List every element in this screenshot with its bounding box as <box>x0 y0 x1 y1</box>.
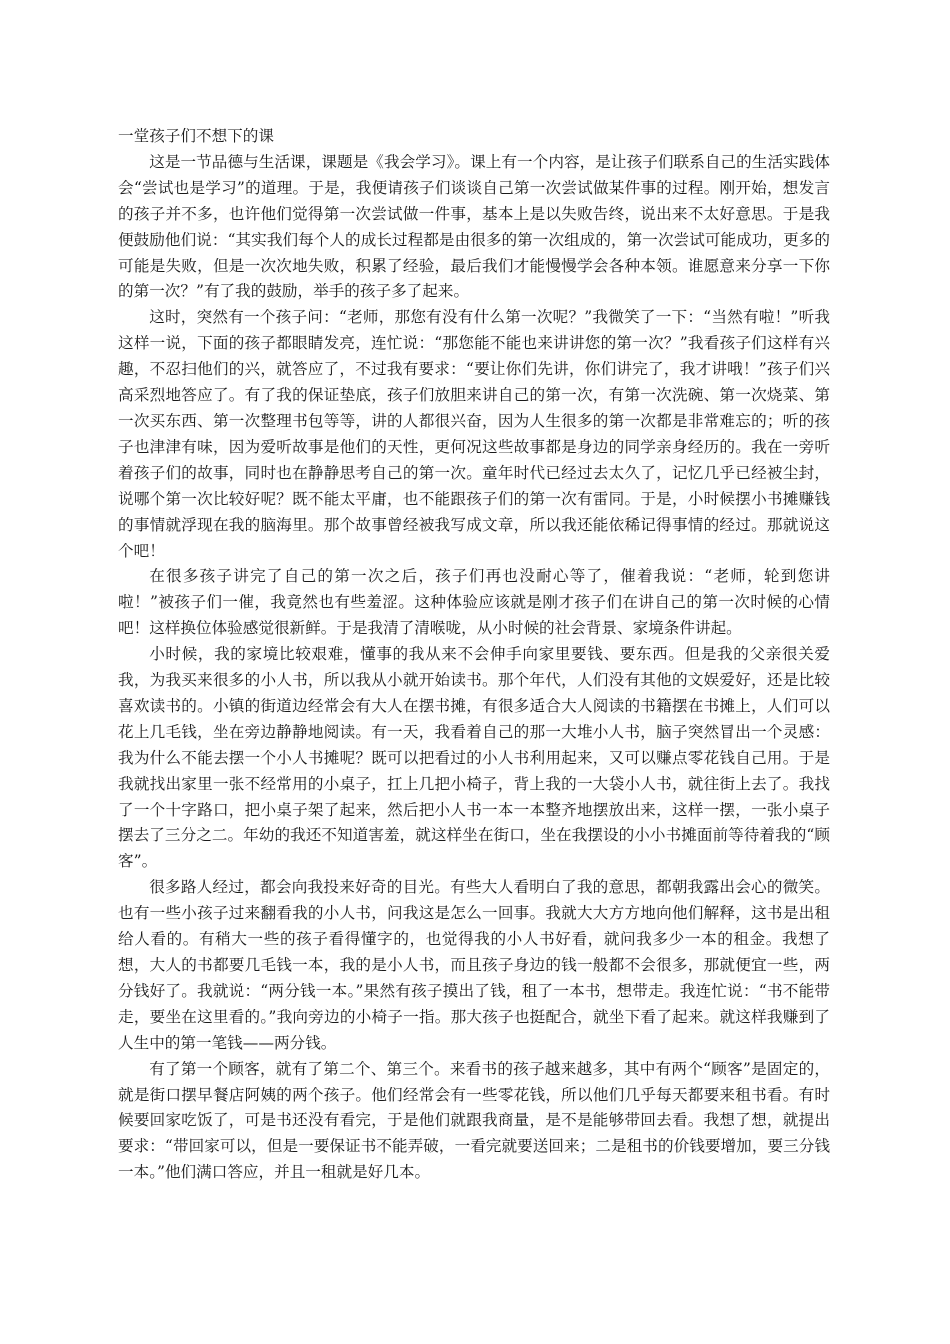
paragraph-4: 小时候，我的家境比较艰难，懂事的我从来不会伸手向家里要钱、要东西。但是我的父亲很关爱我，为我买来很多的小人书，所以我从小就开始读书。那个年代，人们没有其他的文娱爱好，还是比较喜欢读书的。小镇的街道边经常会有大人在摆书摊，有很多适合大人阅读的书籍摆在书摊上，人们可以花上几毛钱，坐在旁边静静地阅读。有一天，我看着自己的那一大堆小人书，脑子突然冒出一个灵感：我为什么不能去摆一个小人书摊呢？既可以把看过的小人书利用起来，又可以赚点零花钱自己用。于是我就找出家里一张不经常用的小桌子，扛上几把小椅子，背上我的一大袋小人书，就往街上去了。我找了一个十字路口，把小桌子架了起来，然后把小人书一本一本整齐地摆放出来，这样一摆，一张小桌子摆去了三分之二。年幼的我还不知道害羞，就这样坐在街口，坐在我摆设的小小书摊面前等待着我的“顾客”。 <box>118 645 830 871</box>
document-title: 一堂孩子们不想下的课 <box>118 127 274 145</box>
paragraph-5: 很多路人经过，都会向我投来好奇的目光。有些大人看明白了我的意思，都朝我露出会心的微笑。也有一些小孩子过来翻看我的小人书，问我这是怎么一回事。我就大大方方地向他们解释，这书是出租给人看的。有稍大一些的孩子看得懂字的，也觉得我的小人书好看，就问我多少一本的租金。我想了想，大人的书都要几毛钱一本，我的是小人书，而且孩子身边的钱一般都不会很多，那就便宜一些，两分钱好了。我就说：“两分钱一本。”果然有孩子摸出了钱，租了一本书，想带走。我连忙说：“书不能带走，要坐在这里看的。”我向旁边的小椅子一指。那大孩子也挺配合，就坐下看了起来。就这样我赚到了人生中的第一笔钱——两分钱。 <box>118 878 830 1052</box>
paragraph-2: 这时，突然有一个孩子问：“老师，那您有没有什么第一次呢？”我微笑了一下：“当然有啦！”听我这样一说，下面的孩子都眼睛发亮，连忙说：“那您能不能也来讲讲您的第一次？”我看孩子们这样有兴趣，不忍扫他们的兴，就答应了，不过我有要求：“要让你们先讲，你们讲完了，我才讲哦！”孩子们兴高采烈地答应了。有了我的保证垫底，孩子们放胆来讲自己的第一次，有第一次洗碗、第一次烧菜、第一次买东西、第一次整理书包等等，讲的人都很兴奋，因为人生很多的第一次都是非常难忘的；听的孩子也津津有味，因为爱听故事是他们的天性，更何况这些故事都是身边的同学亲身经历的。我在一旁听着孩子们的故事，同时也在静静思考自己的第一次。童年时代已经过去太久了，记忆几乎已经被尘封，说哪个第一次比较好呢？既不能太平庸，也不能跟孩子们的第一次有雷同。于是，小时候摆小书摊赚钱的事情就浮现在我的脑海里。那个故事曾经被我写成文章，所以我还能依稀记得事情的经过。那就说这个吧！ <box>118 308 830 560</box>
document-page <box>118 124 830 1186</box>
paragraph-3: 在很多孩子讲完了自己的第一次之后，孩子们再也没耐心等了，催着我说：“老师，轮到您讲啦！”被孩子们一催，我竟然也有些羞涩。这种体验应该就是刚才孩子们在讲自己的第一次时候的心情吧！这样换位体验感觉很新鲜。于是我清了清喉咙，从小时候的社会背景、家境条件讲起。 <box>118 567 830 638</box>
paragraph-6: 有了第一个顾客，就有了第二个、第三个。来看书的孩子越来越多，其中有两个“顾客”是固定的，就是街口摆早餐店阿姨的两个孩子。他们经常会有一些零花钱，所以他们几乎每天都要来租书看。有时候要回家吃饭了，可是书还没有看完，于是他们就跟我商量，是不是能够带回去看。我想了想，就提出要求：“带回家可以，但是一要保证书不能弄破，一看完就要送回来；二是租书的价钱要增加，要三分钱一本。”他们满口答应，并且一租就是好几本。 <box>118 1059 830 1182</box>
paragraph-1: 这是一节品德与生活课，课题是《我会学习》。课上有一个内容，是让孩子们联系自己的生活实践体会“尝试也是学习”的道理。于是，我便请孩子们谈谈自己第一次尝试做某件事的过程。刚开始，想发言的孩子并不多，也许他们觉得第一次尝试做一件事，基本上是以失败告终，说出来不太好意思。于是我便鼓励他们说：“其实我们每个人的成长过程都是由很多的第一次组成的，第一次尝试可能成功，更多的可能是失败，但是一次次地失败，积累了经验，最后我们才能慢慢学会各种本领。谁愿意来分享一下你的第一次？”有了我的鼓励，举手的孩子多了起来。 <box>118 152 830 301</box>
